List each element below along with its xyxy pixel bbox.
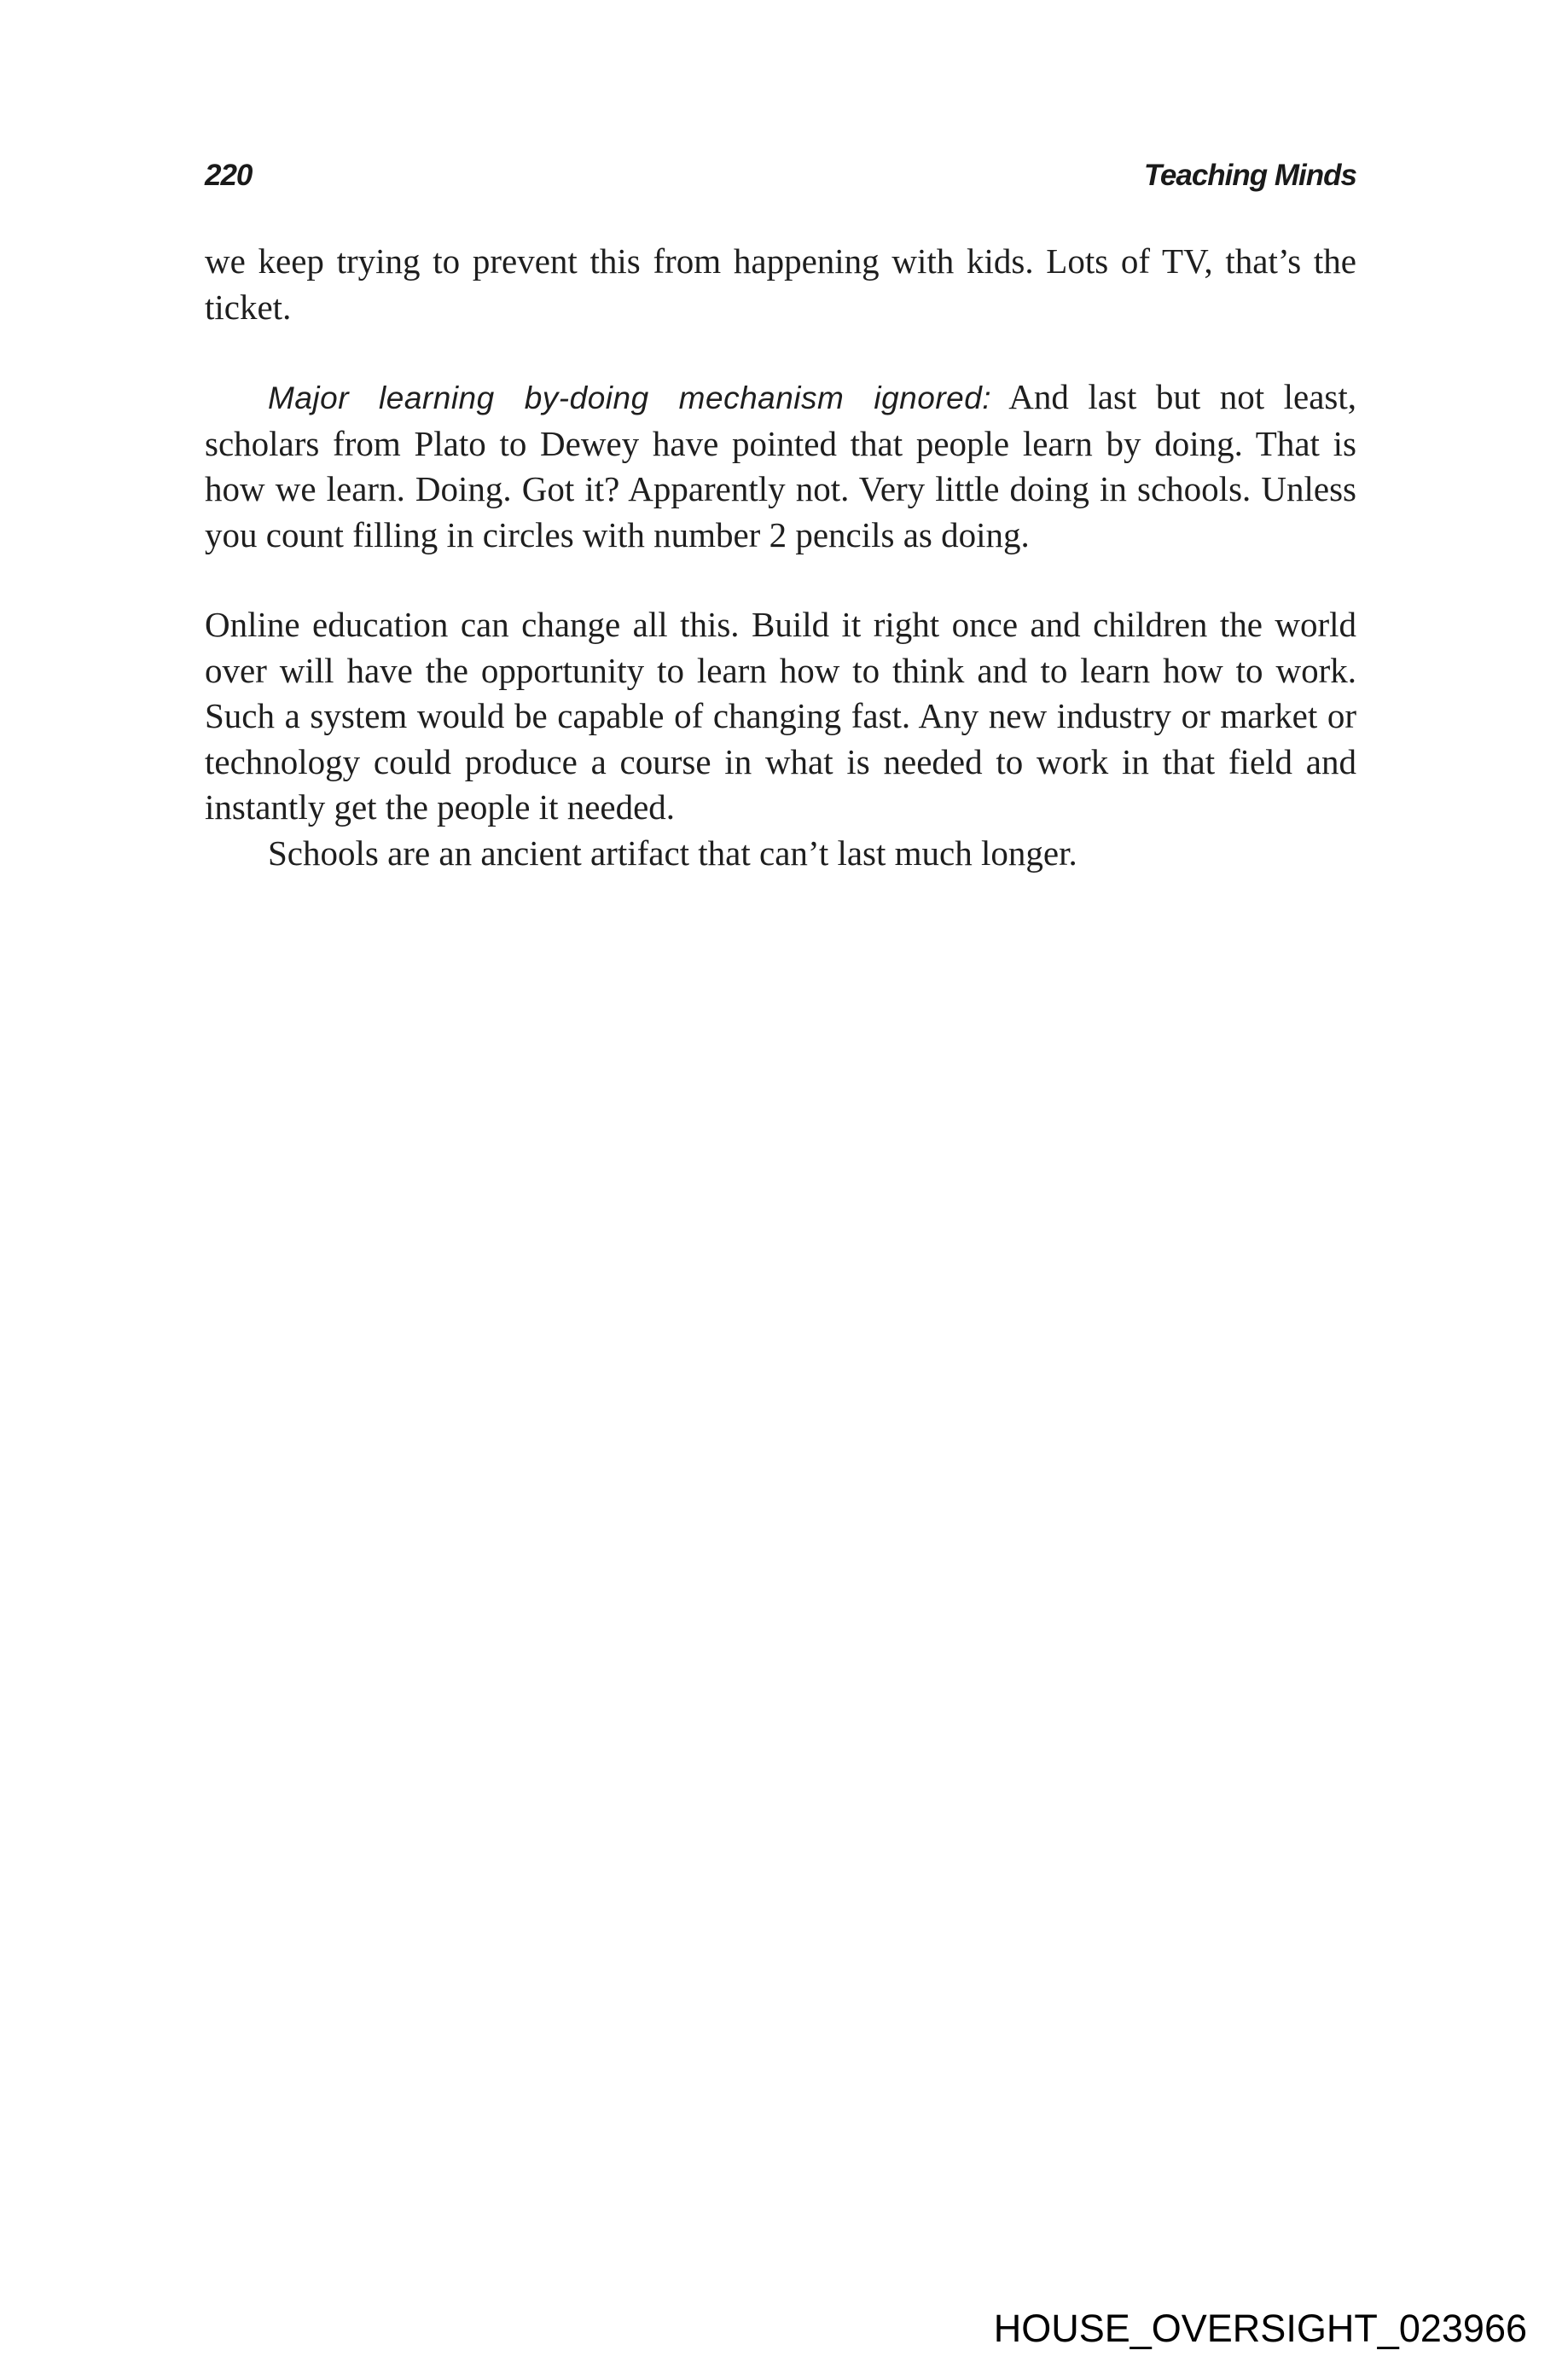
paragraph-text: Online education can change all this. Build it right once and children the world over will have the opportunity to learn how to think and to learn how to work. Such a system would be capable of changing fast. Any new industry or market or technology could produce a course in what is needed to work in that field and instantly get the people it needed.: [205, 605, 1356, 827]
paragraph-text: Schools are an ancient artifact that can’t last much longer.: [268, 833, 1077, 873]
body-text: [205, 239, 1356, 876]
paragraph-continuation: [205, 239, 1356, 330]
running-head: [205, 159, 1356, 201]
paragraph-online-education: [205, 602, 1356, 831]
run-in-heading: Major learning by-doing mechanism ignored:: [268, 380, 992, 415]
paragraph-text: And last but not least, scholars from Plato to Dewey have pointed that people learn by doing. That is how we learn. Doing. Got it? Apparently not. Very little doing in schools. Unless you count filling in circles with number 2 pencils as doing.: [205, 377, 1356, 554]
page-number: 220: [205, 159, 253, 192]
paragraph-learning-by-doing: [205, 374, 1356, 558]
book-title: Teaching Minds: [1143, 159, 1356, 192]
bates-number: HOUSE_OVERSIGHT_023966: [993, 2307, 1527, 2350]
paragraph-text: we keep trying to prevent this from happening with kids. Lots of TV, that’s the ticket.: [205, 241, 1356, 327]
paragraph-schools-artifact: [205, 831, 1356, 877]
